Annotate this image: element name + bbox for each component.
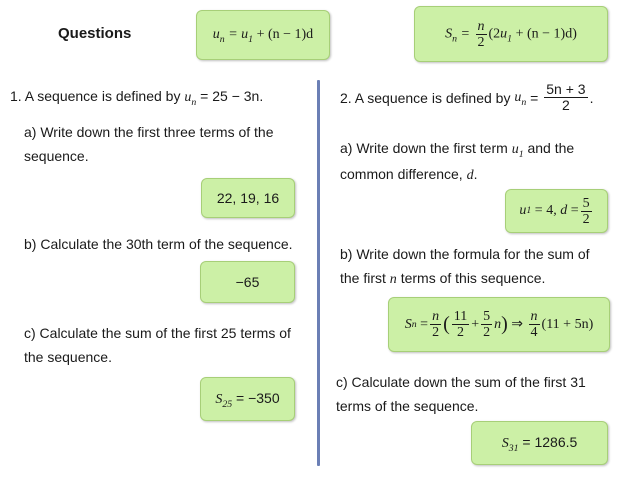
q1-part-a: a) Write down the first three terms of the sequence. bbox=[24, 124, 274, 164]
sum-formula-box bbox=[414, 6, 608, 62]
column-divider bbox=[317, 80, 320, 466]
q2-c-answer: $S_{31} = 1286.5$ bbox=[501, 434, 578, 454]
q2-b-answer: S n = $\frac{n}{2}$ ( $\frac{11}{2}$ + $\frac{5}{2}$ n ) ⇒ $\frac{n}{4}$ (11 + 5n) bbox=[404, 309, 594, 340]
q1-definition: 1. A sequence is defined by $u_n = 25 - 3n$. bbox=[10, 88, 264, 108]
q2-definition: 2. A sequence is defined by $u_n$ = $\frac{5n + 3}{2}$ . bbox=[340, 81, 594, 113]
q1-c-answer-box bbox=[200, 377, 295, 421]
q2-part-b: b) Write down the formula for the sum of the first n terms of this sequence. bbox=[340, 246, 590, 287]
q1-b-answer: −65 bbox=[235, 274, 260, 290]
q1-a-answer: 22, 19, 16 bbox=[216, 190, 280, 206]
nth-term-formula-box bbox=[196, 10, 330, 60]
sum-formula: $S_n$ = $\frac{n}{2}$ $(2u_1 + (n - 1)d)$ bbox=[445, 18, 577, 50]
page-title: Questions bbox=[58, 25, 132, 42]
nth-term-formula: $u_n = u_1 + (n - 1)d$ bbox=[212, 27, 314, 45]
q2-a-answer: u 1 = 4, d = $\frac{5}{2}$ bbox=[519, 195, 590, 227]
q2-b-answer-box bbox=[388, 297, 610, 352]
q1-c-answer: $S_{25} = -350$ bbox=[215, 390, 280, 410]
q1-part-b: b) Calculate the 30th term of the sequence. bbox=[24, 236, 293, 252]
q2-part-a: a) Write down the first term $u_1$ and the common difference, d. bbox=[340, 140, 575, 183]
q2-c-answer-box bbox=[471, 421, 608, 465]
q2-a-answer-box bbox=[505, 189, 608, 233]
q2-part-c: c) Calculate down the sum of the first 31 terms of the sequence. bbox=[336, 374, 586, 414]
q1-part-c: c) Calculate the sum of the first 25 terms of the sequence. bbox=[24, 325, 291, 365]
q1-a-answer-box bbox=[201, 178, 295, 218]
q1-b-answer-box bbox=[200, 261, 295, 303]
